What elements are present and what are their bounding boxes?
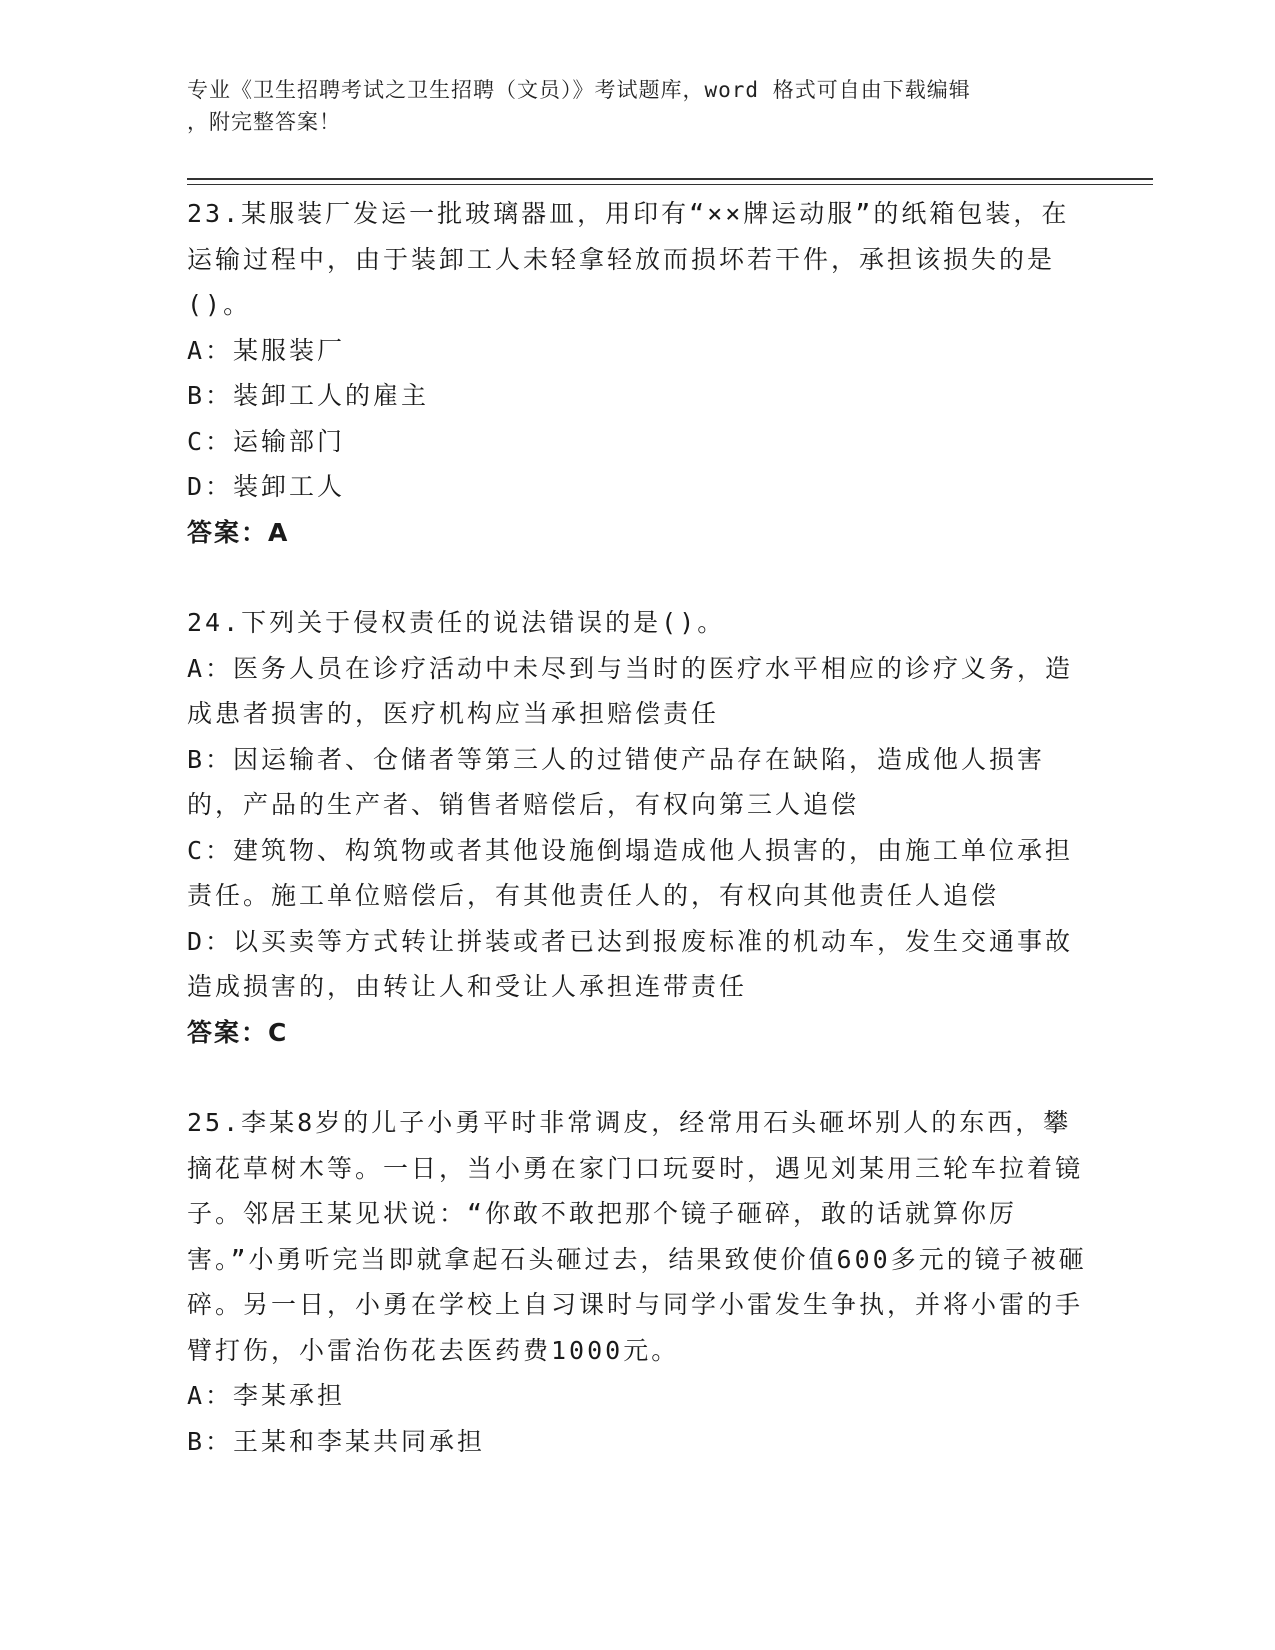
question-23 (187, 191, 1087, 555)
answer: 答案：C (187, 1017, 289, 1047)
option-c: C：建筑物、构筑物或者其他设施倒塌造成他人损害的，由施工单位承担责任。施工单位赔偿后，有其他责任人的，有权向其他责任人追偿 (187, 835, 1074, 910)
option-b: B：装卸工人的雇主 (187, 381, 430, 410)
header-line-2: ，附完整答案！ (187, 110, 341, 134)
header-rule-thin (187, 184, 1153, 185)
option-d: D：装卸工人 (187, 472, 346, 501)
question-text: 25.李某8岁的儿子小勇平时非常调皮，经常用石头砸坏别人的东西，攀摘花草树木等。一日，当小勇在家门口玩耍时，遇见刘某用三轮车拉着镜子。邻居王某见状说：“你敢不敢把那个镜子砸碎，敢的话就算你厉害。”小勇听完当即就拿起石头砸过去，结果致使价值600多元的镜子被砸碎。另一日，小勇在学校上自习课时与同学小雷发生争执，并将小雷的手臂打伤，小雷治伤花去医药费1000元。 (187, 1108, 1087, 1365)
spacer (187, 1055, 1087, 1100)
question-25 (187, 1100, 1087, 1464)
option-c: C：运输部门 (187, 426, 346, 456)
question-list (187, 191, 1087, 1464)
header-rule-thick (187, 178, 1153, 180)
spacer (187, 555, 1087, 600)
question-text: 23.某服装厂发运一批玻璃器皿，用印有“××牌运动服”的纸箱包装，在运输过程中，由于装卸工人未轻拿轻放而损坏若干件，承担该损失的是()。 (187, 199, 1070, 319)
answer: 答案：A (187, 517, 290, 547)
option-b: B：王某和李某共同承担 (187, 1426, 486, 1456)
option-a: A：医务人员在诊疗活动中未尽到与当时的医疗水平相应的诊疗义务，造成患者损害的，医疗机构应当承担赔偿责任 (187, 653, 1074, 728)
document-header (187, 74, 1067, 138)
question-24 (187, 600, 1087, 1055)
option-a: A：李某承担 (187, 1381, 346, 1410)
option-d: D：以买卖等方式转让拼装或者已达到报废标准的机动车，发生交通事故造成损害的，由转让人和受让人承担连带责任 (187, 926, 1074, 1001)
option-b: B：因运输者、仓储者等第三人的过错使产品存在缺陷，造成他人损害的，产品的生产者、销售者赔偿后，有权向第三人追偿 (187, 744, 1046, 819)
question-text: 24.下列关于侵权责任的说法错误的是()。 (187, 608, 726, 637)
header-line-1: 专业《卫生招聘考试之卫生招聘（文员）》考试题库，word 格式可自由下载编辑 (187, 78, 971, 102)
option-a: A：某服装厂 (187, 335, 346, 365)
